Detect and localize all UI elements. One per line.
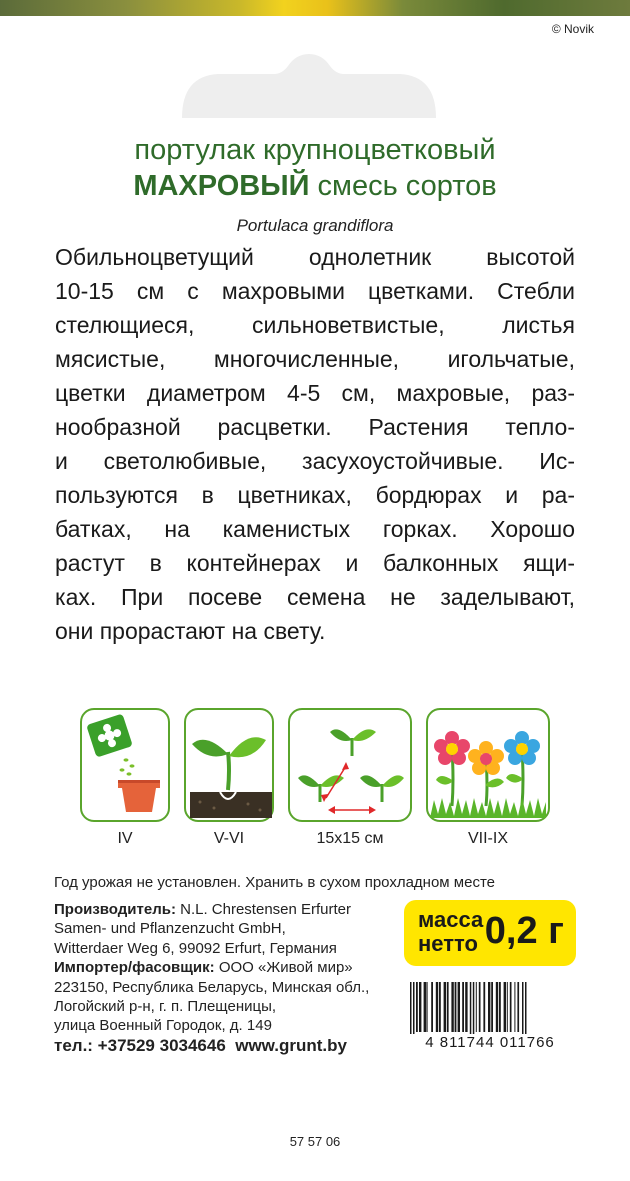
barcode-bar [499,982,501,1032]
description-line: Обильноцветущий однолетник высотой [55,244,575,270]
importer-line [54,958,369,977]
copyright: © Novik [551,22,594,36]
product-mix-label: смесь сортов [309,170,497,202]
importer-address-1: 223150, Республика Беларусь, Минская обл., [54,978,370,996]
barcode-bar [458,982,460,1032]
barcode-bar [447,982,449,1032]
barcode-bar [491,982,493,1032]
barcode-bar [451,982,453,1032]
importer-address-3: улица Военный Городок, д. 149 [54,1017,272,1035]
plant-spacing-icon [288,708,412,822]
barcode-bar [462,982,464,1032]
barcode-bar [510,982,512,1032]
latin-name: Portulaca grandiflora [236,216,394,235]
storage-note: Год урожая не установлен. Хранить в сухом прохладном месте [54,874,495,891]
description-line: нообразной расцветки. Растения тепло- [55,414,575,440]
product-code: 57 57 06 [289,1134,341,1149]
description-line: растут в контейнерах и балконных ящи- [55,550,575,576]
barcode-bar [431,982,433,1032]
description-line: ках. При посеве семена не заделывают, [55,584,575,610]
barcode-bar [517,982,519,1032]
description-line: они прорастают на свету. [55,618,326,644]
product-variety-name: МАХРОВЫЙ [133,170,310,202]
barcode-bar [504,982,506,1032]
description-line: мясистые, многочисленные, игольчатые, [55,346,575,372]
sowing-months: IV [117,830,133,847]
spacing-diagram-icon [290,710,410,820]
producer-label: Производитель: [54,901,176,918]
barcode-bar [444,982,446,1032]
seed-sowing-pot-icon [80,708,170,822]
weight-label-line1: масса [418,907,484,932]
seedling-in-soil-icon [184,708,274,822]
barcode-bar [424,982,427,1032]
barcode-bar [483,982,485,1032]
flowers-icon [428,710,548,820]
barcode-bar [479,982,481,1032]
net-weight-label [418,908,483,956]
description-line: 10-15 см с махровыми цветками. Стебли [55,278,575,304]
barcode-bar [514,982,515,1032]
importer-label: Импортер/фасовщик: [54,959,215,977]
net-weight-badge [404,900,576,966]
producer-company: Samen- und Pflanzenzucht GmbH, [54,920,286,938]
barcode-bar [439,982,441,1032]
product-description [55,240,575,648]
barcode-bar [436,982,438,1032]
seedling-top [330,729,376,756]
description-line: батках, на каменистых горках. Хорошо [55,516,575,542]
barcode-bar [488,982,490,1032]
producer-address: Witterdaer Weg 6, 99092 Erfurt, Германия [54,939,337,957]
spacing-value: 15x15 см [316,830,384,847]
net-weight-value: 0,2 г [484,910,564,952]
description-line: цветки диаметром 4-5 см, махровые, раз- [55,380,575,406]
barcode-bar [496,982,498,1032]
barcode-bar [416,982,418,1032]
barcode-bar [455,982,457,1032]
description-line: стелющиеся, сильноветвистые, листья [55,312,575,338]
barcode-number: 4 811744 011766 [404,1034,576,1056]
product-name-line1: портулак крупноцветковый [134,134,496,166]
flower-photo-strip [0,0,630,16]
barcode-bar [476,982,477,1032]
barcode-bar [507,982,508,1032]
barcode-bar [465,982,467,1032]
product-name-line2 [0,170,630,203]
importer-name: ООО «Живой мир» [214,959,353,977]
seedling-months: V-VI [213,830,245,847]
barcode-bar [427,982,428,1032]
producer-name: N.L. Chrestensen Erfurter [175,901,352,918]
description-line: пользуются в цветниках, бордюрах и ра- [55,482,575,508]
flowering-icon [426,708,550,822]
seedling-right [360,775,404,802]
manufacturer-info [54,900,369,1036]
importer-address-2: Логойский р-н, г. п. Плещеницы, [54,998,277,1016]
barcode-bar [419,982,421,1032]
seedling-icon [186,710,272,820]
description-line: и светолюбивые, засухоустойчивые. Ис- [55,448,575,474]
producer-line [54,900,369,919]
contacts: тел.: +37529 3034646 www.grunt.by [54,1036,347,1055]
flowering-months: VII-IX [467,830,508,847]
hang-tab-cutout [178,52,440,122]
weight-label-line2: нетто [418,931,478,956]
seed-packet-pot-icon [82,710,168,820]
